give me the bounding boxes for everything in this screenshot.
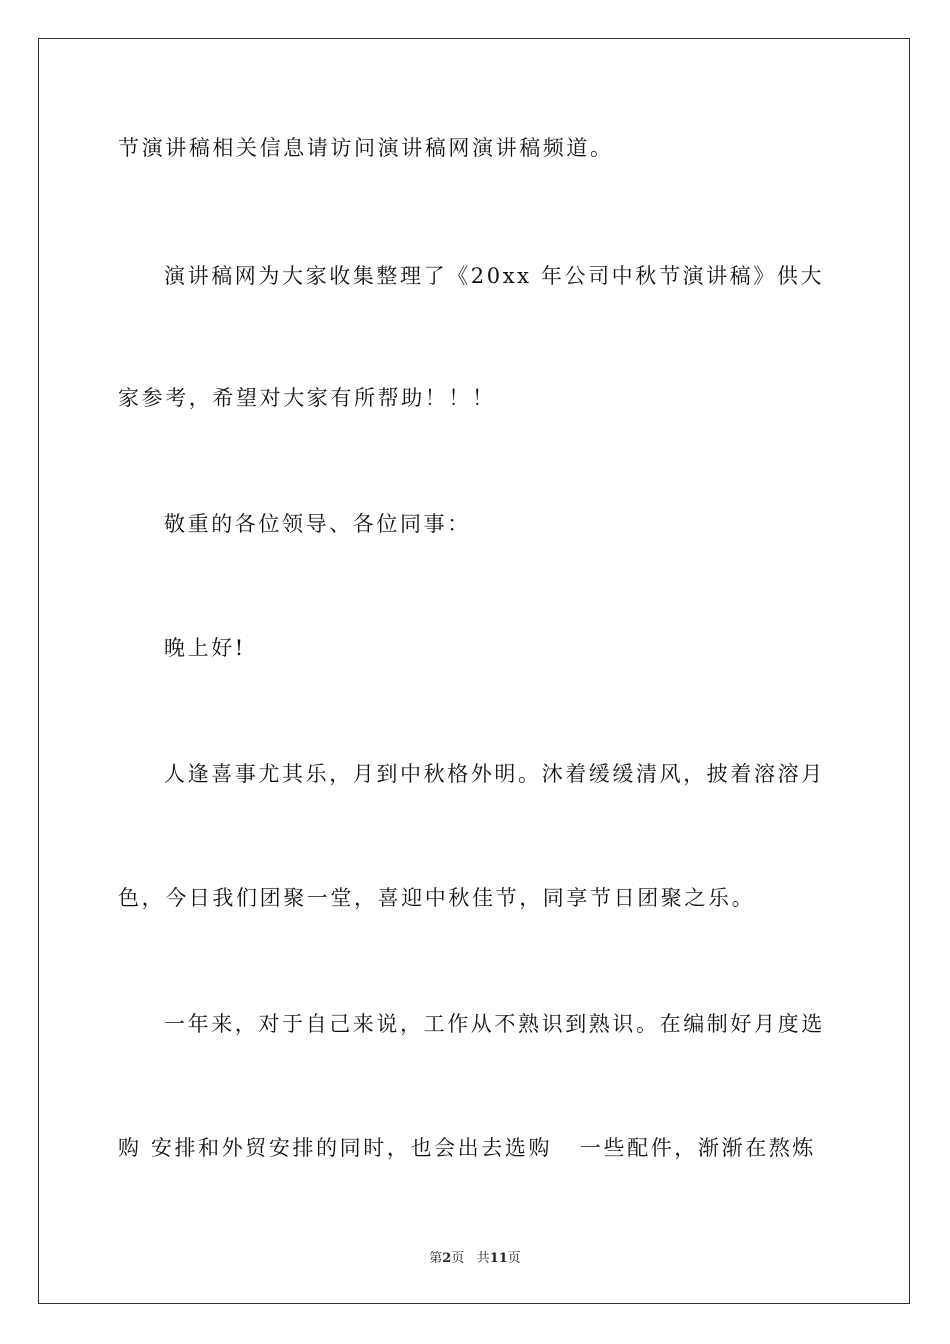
footer-page-number: 2	[442, 1251, 452, 1266]
text-line-9: 购 安排和外贸安排的同时，也会出去选购 一些配件，渐渐在熬炼	[118, 1136, 816, 1160]
text-line-2: 演讲稿网为大家收集整理了《20xx 年公司中秋节演讲稿》供大	[164, 264, 825, 288]
text-line-7: 色，今日我们团聚一堂，喜迎中秋佳节，同享节日团聚之乐。	[118, 886, 756, 910]
text-line-8: 一年来，对于自己来说，工作从不熟识到熟识。在编制好月度选	[164, 1012, 825, 1036]
footer-total-suffix: 页	[507, 1251, 521, 1266]
text-line-1: 节演讲稿相关信息请访问演讲稿网演讲稿频道。	[118, 136, 614, 160]
page-border	[38, 38, 910, 1304]
text-line-5: 晚上好!	[164, 636, 246, 660]
text-line-3: 家参考，希望对大家有所帮助！！！	[118, 386, 496, 410]
footer-total-prefix: 共	[476, 1251, 490, 1266]
footer-total-pages: 11	[489, 1251, 508, 1266]
footer-page-prefix: 第	[429, 1251, 443, 1266]
text-line-4: 敬重的各位领导、各位同事：	[164, 512, 471, 536]
footer-page-suffix: 页	[451, 1251, 465, 1266]
page-footer	[0, 1247, 950, 1266]
text-line-6: 人逢喜事尤其乐，月到中秋格外明。沐着缓缓清风，披着溶溶月	[164, 762, 825, 786]
